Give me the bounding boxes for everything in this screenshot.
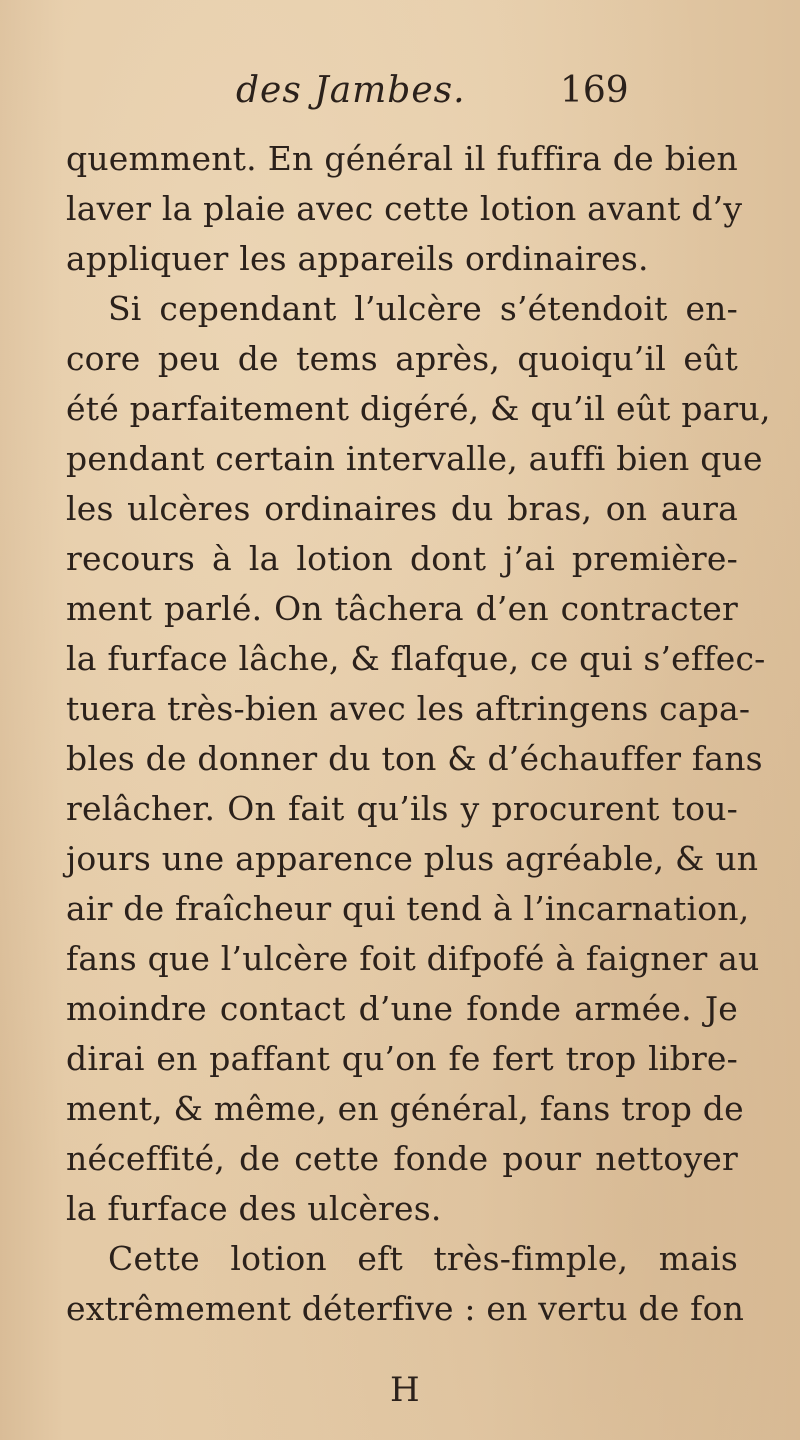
text-line: la furface des ulcères.: [66, 1189, 442, 1228]
running-title: des Jambes.: [236, 70, 466, 111]
text-line: moindre contact d’une fonde armée. Je: [66, 989, 738, 1028]
text-line: été parfaitement digéré, & qu’il eût paru,: [66, 389, 771, 428]
text-line: laver la plaie avec cette lotion avant d’y: [66, 189, 743, 228]
text-line: ment, & même, en général, fans trop de: [66, 1089, 744, 1128]
text-line: extrêmement déterfive : en vertu de fon: [66, 1289, 745, 1328]
text-line: quemment. En général il fuffira de bien: [66, 139, 738, 178]
text-line: bles de donner du ton & d’échauffer fans: [66, 739, 763, 778]
text-line: ment parlé. On tâchera d’en contracter: [66, 589, 738, 628]
body-text: [66, 134, 771, 1334]
text-line: air de fraîcheur qui tend à l’incarnation,: [66, 889, 750, 928]
signature-mark: H: [390, 1370, 420, 1410]
page-number: 169: [560, 70, 629, 111]
text-line: recours à la lotion dont j’ai première-: [66, 539, 738, 578]
text-line: appliquer les appareils ordinaires.: [66, 239, 649, 278]
text-line: pendant certain intervalle, auffi bien que: [66, 439, 763, 478]
text-line: néceffité, de cette fonde pour nettoyer: [66, 1139, 738, 1178]
text-line: fans que l’ulcère foit difpofé à faigner au: [66, 939, 760, 978]
text-line: Cette lotion eft très-fimple, mais: [108, 1239, 738, 1278]
text-line: core peu de tems après, quoiqu’il eût: [66, 339, 738, 378]
text-line: Si cependant l’ulcère s’étendoit en-: [108, 289, 738, 328]
text-line: relâcher. On fait qu’ils y procurent tou-: [66, 789, 738, 828]
page-header: [0, 70, 800, 120]
text-line: jours une apparence plus agréable, & un: [66, 839, 759, 878]
text-line: les ulcères ordinaires du bras, on aura: [66, 489, 738, 528]
text-line: tuera très-bien avec les aftringens capa-: [66, 689, 751, 728]
text-line: la furface lâche, & flafque, ce qui s’effec-: [66, 639, 766, 678]
text-line: dirai en paffant qu’on fe fert trop libre-: [66, 1039, 738, 1078]
